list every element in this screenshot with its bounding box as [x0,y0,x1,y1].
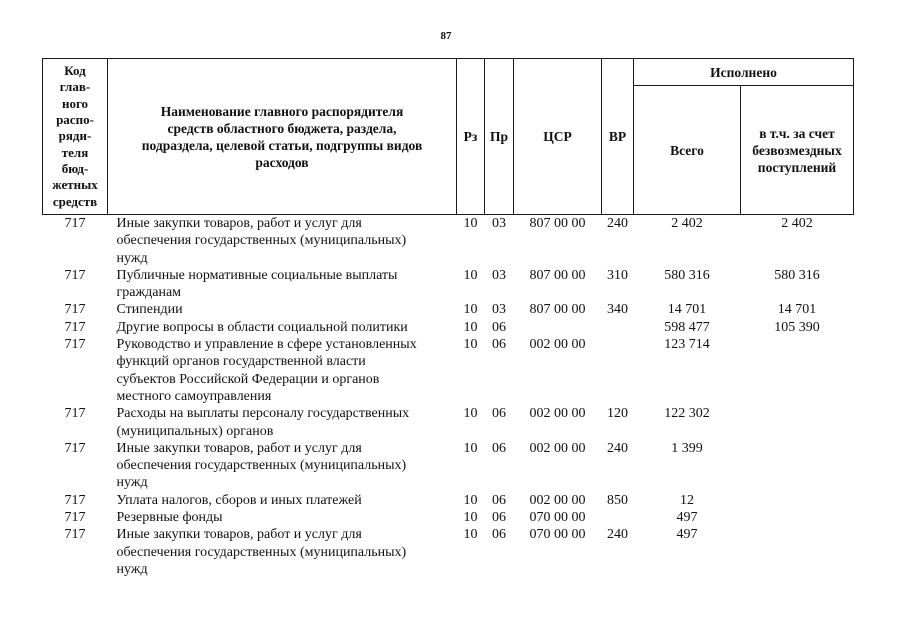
row-total: 2 402 [671,216,703,231]
row-gratuitous [741,492,854,509]
row-rz: 10 [463,527,478,543]
row-pr: 06 [492,527,506,543]
row-rz: 10 [463,302,478,318]
row-csr: 002 00 00 [529,406,586,422]
row-pr: 06 [492,492,506,508]
row-code: 717 [64,216,86,231]
row-pr: 06 [492,319,506,335]
row-csr: 070 00 00 [529,527,586,543]
row-code: 717 [64,440,86,456]
row-gratuitous [741,336,854,405]
header-pr: Пр [485,59,514,215]
row-name: Иные закупки товаров, работ и услуг для обеспечения государственных (муниципальных) нужд [116,440,407,491]
table-row [43,405,854,440]
row-code: 717 [64,302,86,318]
row-rz: 10 [463,216,478,231]
row-pr: 03 [492,216,506,231]
row-gratuitous [741,405,854,440]
header-csr: ЦСР [514,59,602,215]
row-gratuitous: 2 402 [781,216,813,231]
page-number: 87 [440,30,452,42]
table-row [43,267,854,302]
row-vr [602,336,634,405]
header-executed: Исполнено [634,59,854,86]
row-name: Иные закупки товаров, работ и услуг для обеспечения государственных (муниципальных) нужд [116,216,407,266]
row-vr: 240 [607,527,628,543]
row-pr: 06 [492,510,506,526]
row-rz: 10 [463,337,478,353]
budget-table [42,58,854,578]
table-row [43,526,854,578]
row-csr [514,319,602,336]
row-code: 717 [64,406,86,422]
row-code: 717 [64,337,86,353]
row-total: 497 [676,510,698,526]
row-code: 717 [64,510,86,526]
row-total: 14 701 [667,302,707,318]
row-rz: 10 [463,267,478,283]
row-vr [602,509,634,526]
row-total: 598 477 [664,319,710,335]
row-csr: 807 00 00 [529,216,586,231]
row-total: 580 316 [664,267,710,283]
row-total: 122 302 [664,406,710,422]
row-name: Руководство и управление в сфере установленных функций органов государственной власти субъектов Российской Федерации и органов местного самоуправления [116,337,417,404]
row-name: Уплата налогов, сборов и иных платежей [116,492,362,508]
row-code: 717 [64,267,86,283]
row-vr: 120 [607,406,628,422]
row-vr: 240 [607,216,628,231]
row-csr: 002 00 00 [529,492,586,508]
row-name: Иные закупки товаров, работ и услуг для обеспечения государственных (муниципальных) нужд [116,527,407,577]
table-row [43,301,854,318]
row-total: 1 399 [671,440,703,456]
row-csr: 002 00 00 [529,337,586,353]
table-row [43,319,854,336]
row-gratuitous: 105 390 [774,319,820,335]
table-row [43,509,854,526]
row-pr: 06 [492,337,506,353]
row-csr: 070 00 00 [529,510,586,526]
row-total: 123 714 [664,337,710,353]
header-row [43,59,854,86]
header-gratuitous: в т.ч. за счет безвозмездных поступлений [741,86,854,215]
row-vr [602,319,634,336]
table-row [43,440,854,492]
row-rz: 10 [463,406,478,422]
header-code: Код глав- ного распо- ряди- теля бюд- жетных средств [43,59,108,215]
header-rz: Рз [457,59,485,215]
header-name: Наименование главного распорядителя средств областного бюджета, раздела, подраздела, целевой статьи, подгруппы видов расходов [108,59,457,215]
row-rz: 10 [463,510,478,526]
table-body [43,215,854,579]
table-row [43,492,854,509]
row-code: 717 [64,527,86,543]
row-total: 497 [676,527,698,543]
row-gratuitous [741,440,854,492]
table-row [43,215,854,267]
row-rz: 10 [463,492,478,508]
row-code: 717 [64,492,86,508]
row-name: Стипендии [116,302,183,318]
row-gratuitous [741,526,854,578]
row-pr: 03 [492,267,506,283]
row-pr: 03 [492,302,506,318]
row-gratuitous: 14 701 [777,302,817,318]
row-name: Другие вопросы в области социальной политики [116,319,408,335]
table-header [43,59,854,215]
row-vr: 310 [607,267,628,283]
row-total: 12 [680,492,694,508]
row-csr: 807 00 00 [529,267,586,283]
row-csr: 807 00 00 [529,302,586,318]
row-name: Расходы на выплаты персоналу государственных (муниципальных) органов [116,406,410,439]
row-rz: 10 [463,319,478,335]
row-pr: 06 [492,440,506,456]
row-name: Публичные нормативные социальные выплаты гражданам [116,267,398,301]
row-code: 717 [64,319,86,335]
row-csr: 002 00 00 [529,440,586,456]
row-gratuitous [741,509,854,526]
header-total: Всего [634,86,741,215]
row-rz: 10 [463,440,478,456]
header-vr: ВР [602,59,634,215]
row-pr: 06 [492,406,506,422]
row-name: Резервные фонды [116,510,223,526]
table-row [43,336,854,405]
row-vr: 340 [607,302,628,318]
row-vr: 850 [607,492,628,508]
row-vr: 240 [607,440,628,456]
row-gratuitous: 580 316 [774,267,820,283]
